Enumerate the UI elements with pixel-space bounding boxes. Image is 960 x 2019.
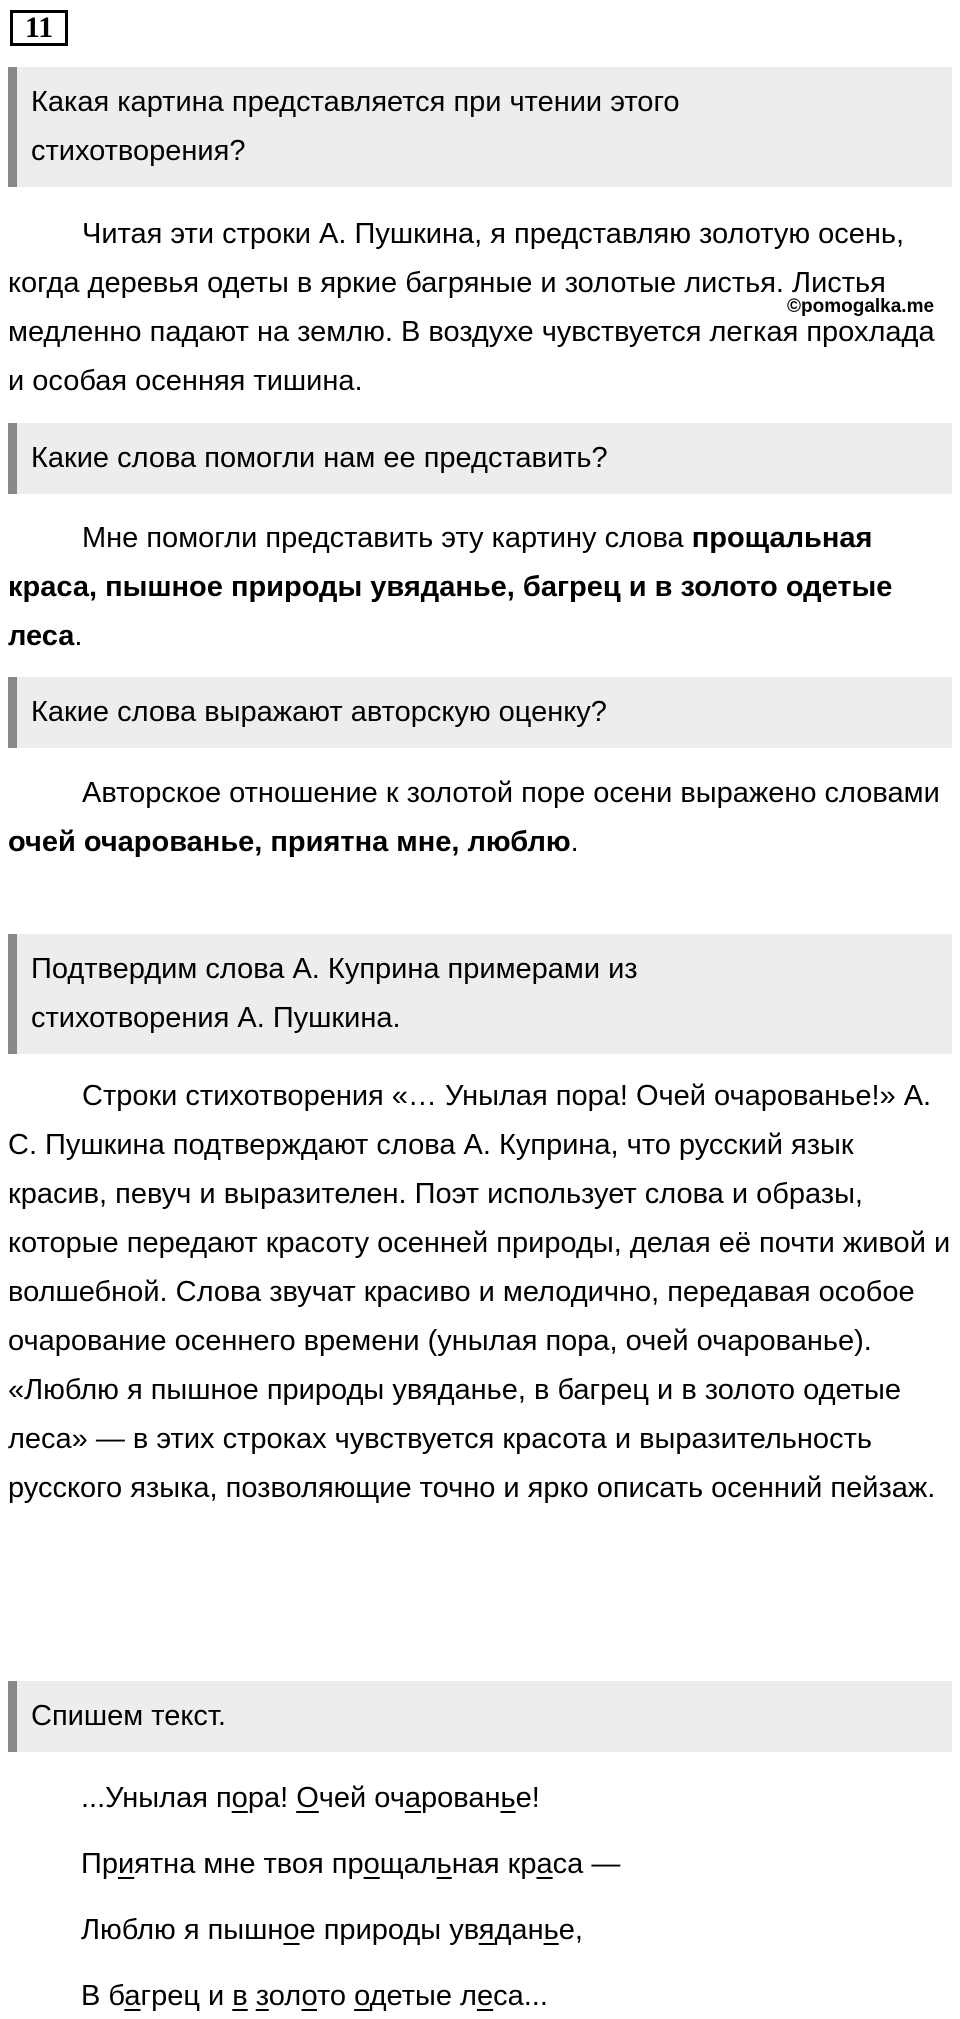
question-1-line-2: стихотворения? xyxy=(31,135,246,167)
question-4-line-2: стихотворения А. Пушкина. xyxy=(31,1002,401,1034)
poem-text: рован xyxy=(420,1782,501,1814)
answer-2-bold: прощальная краса, пышное природы увяданье, багрец и в золото одетые леса xyxy=(8,522,893,652)
answer-3 xyxy=(8,769,952,867)
underlined-letter: О xyxy=(296,1782,319,1814)
question-4-line-1: Подтвердим слова А. Куприна примерами из xyxy=(31,953,638,985)
poem-text: чей оч xyxy=(318,1782,405,1814)
underlined-letter: з xyxy=(255,1980,269,2012)
underlined-letter: о xyxy=(231,1782,248,1814)
answer-3-bold: очей очарованье, приятна мне, люблю xyxy=(8,826,571,858)
underlined-letter: а xyxy=(404,1782,421,1814)
poem-text: ...Унылая п xyxy=(81,1782,232,1814)
question-1-line-1: Какая картина представляется при чтении этого xyxy=(31,86,680,118)
underlined-letter: в xyxy=(232,1980,248,2012)
poem-text: ятна мне твоя пр xyxy=(134,1848,364,1880)
poem-text: грец и xyxy=(140,1980,233,2012)
poem-text: Люблю я пышн xyxy=(81,1914,284,1946)
poem-text: Пр xyxy=(81,1848,118,1880)
poem-line-2 xyxy=(81,1844,620,1884)
poem-text: ол xyxy=(268,1980,302,2012)
question-3-text: Какие слова выражают авторскую оценку? xyxy=(31,696,607,728)
question-2-text: Какие слова помогли нам ее представить? xyxy=(31,442,608,474)
poem-line-3 xyxy=(81,1910,583,1950)
underlined-letter: и xyxy=(117,1848,135,1880)
underlined-letter: а xyxy=(124,1980,141,2012)
question-3 xyxy=(8,677,952,748)
poem-text: щал xyxy=(379,1848,437,1880)
underlined-letter: о xyxy=(354,1980,370,2012)
answer-4: Строки стихотворения «… Унылая пора! Очей очарованье!» А. С. Пушкина подтверждают слова А. Куприна, что русский язык красив, певуч и выразителен. Поэт использует слова и образы, которые передают красоту осенней природы, делая её почти живой и волшебной. Слова звучат красиво и мелодично, передавая особое очарование осеннего времени (унылая пора, очей очарованье). «Люблю я пышное природы увяданье, в багрец и в золото одетые леса» — в этих строках чувствуется красота и выразительность русского языка, позволяющие точно и ярко описать осенний пейзаж. xyxy=(8,1080,951,1504)
answer-2 xyxy=(8,514,952,661)
poem-line-4 xyxy=(81,1976,548,2016)
underlined-letter: я xyxy=(478,1914,495,1946)
poem-text: е природы ув xyxy=(299,1914,479,1946)
underlined-letter: о xyxy=(301,1980,317,2012)
poem-text: е! xyxy=(515,1782,540,1814)
poem-text: са... xyxy=(493,1980,548,2012)
question-4 xyxy=(8,934,952,1054)
watermark: ©pomogalka.me xyxy=(787,296,935,317)
question-5-text: Спишем текст. xyxy=(31,1700,226,1732)
poem-line-1 xyxy=(81,1778,540,1818)
underlined-letter: о xyxy=(283,1914,300,1946)
answer-3-lead: Авторское отношение к золотой поре осени выражено словами xyxy=(82,777,940,809)
question-5 xyxy=(8,1681,952,1752)
poem-text: е, xyxy=(558,1914,583,1946)
poem-text: В б xyxy=(81,1980,125,2012)
poem-text: са — xyxy=(552,1848,621,1880)
underlined-letter: о xyxy=(363,1848,380,1880)
underlined-letter: ь xyxy=(436,1848,452,1880)
task-number: 11 xyxy=(10,10,68,46)
question-2 xyxy=(8,423,952,494)
question-1 xyxy=(8,67,952,187)
answer-2-lead: Мне помогли представить эту картину слова xyxy=(82,522,692,554)
poem-text: ная кр xyxy=(451,1848,537,1880)
underlined-letter: ь xyxy=(543,1914,559,1946)
underlined-letter: е xyxy=(476,1980,494,2012)
answer-2-tail: . xyxy=(74,620,83,652)
underlined-letter: ь xyxy=(500,1782,516,1814)
poem-text: дан xyxy=(494,1914,544,1946)
answer-3-tail: . xyxy=(570,826,579,858)
poem-text: детые л xyxy=(369,1980,477,2012)
poem-text xyxy=(248,1980,256,2012)
answer-1: Читая эти строки А. Пушкина, я представляю золотую осень, когда деревья одеты в яркие багряные и золотые листья. Листья медленно падают на землю. В воздухе чувствуется легкая прохлада и особая осенняя тишина. xyxy=(8,218,935,397)
underlined-letter: а xyxy=(536,1848,553,1880)
poem-text: ра! xyxy=(247,1782,297,1814)
poem-text: то xyxy=(316,1980,355,2012)
